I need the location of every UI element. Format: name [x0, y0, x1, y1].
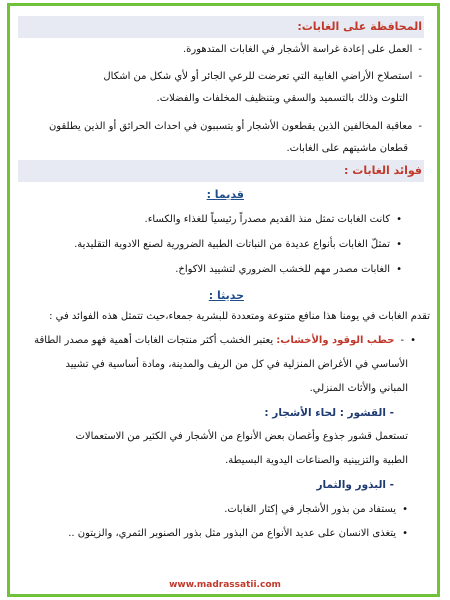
seeds-item-1: • يستفاد من بذور الأشجار في إكثار الغابات. — [224, 504, 408, 515]
wood-paragraph-line-2: الأساسي في الأغراض المنزلية في كل من الريف والمدينة، ومادة أساسية في تشييد — [65, 359, 408, 370]
wood-paragraph-line-3: المباني والأثاث المنزلي. — [309, 383, 408, 394]
recent-heading: حديثا : — [208, 289, 244, 302]
bark-paragraph-line-1: تستعمل قشور جذوع وأغصان بعض الأنواع من الأشجار في الكثير من الاستعمالات — [75, 431, 408, 442]
bark-heading: - القشور : لحاء الأشجار : — [264, 407, 394, 419]
conservation-title: المحافظة على الغابات: — [297, 20, 422, 33]
seeds-heading: - البذور والثمار — [316, 479, 394, 491]
conservation-item-1: -العمل على إعادة غراسة الأشجار في الغابات المتدهورة. — [182, 44, 422, 55]
conservation-item-3: -معاقبة المخالفين الذين يقطعون الأشجار أو يتسببون في احداث الحرائق أو الذين يطلقون — [48, 121, 422, 132]
footer-website-link[interactable]: www.madrassatii.com — [169, 580, 281, 590]
conservation-item-2: -استصلاح الأراضي الغابية التي تعرضت للرعي الجائر أو لأي شكل من اشكال — [103, 71, 422, 82]
bark-paragraph-line-2: الطبية والتزيينية والصناعات اليدوية البسيطة. — [225, 455, 408, 466]
conservation-item-2-cont: التلوث وذلك بالتسميد والسقي وبتنظيف المخلفات والفضلات. — [156, 93, 408, 104]
past-item-1: • كانت الغابات تمثل منذ القديم مصدراً رئيسياً للغذاء والكساء. — [145, 214, 402, 225]
past-item-3: • الغابات مصدر مهم للخشب الضروري لتشييد الاكواخ. — [175, 264, 402, 275]
wood-paragraph: • -حطب الوقود والأخشاب: يعتبر الخشب أكثر منتجات الغابات أهمية فهو مصدر الطاقة — [34, 335, 416, 346]
conservation-item-3-cont: قطعان ماشيتهم على الغابات. — [286, 143, 408, 154]
recent-intro: تقدم الغابات في يومنا هذا منافع متنوعة ومتعددة للبشرية جمعاء،حيث تتمثل هذه الفوائد في : — [49, 311, 430, 322]
past-heading: قديما : — [206, 188, 244, 201]
document-body — [12, 9, 430, 589]
seeds-item-2: • يتغذى الانسان على عديد الأنواع من البذور مثل بذور الصنوبر الثمري، والزيتون .. — [68, 528, 408, 539]
past-item-2: • تمثلّ الغابات بأنواع عديدة من النباتات الطبية الضرورية لصنع الادوية التقليدية. — [74, 239, 402, 250]
benefits-title: فوائد الغابات : — [344, 164, 422, 177]
